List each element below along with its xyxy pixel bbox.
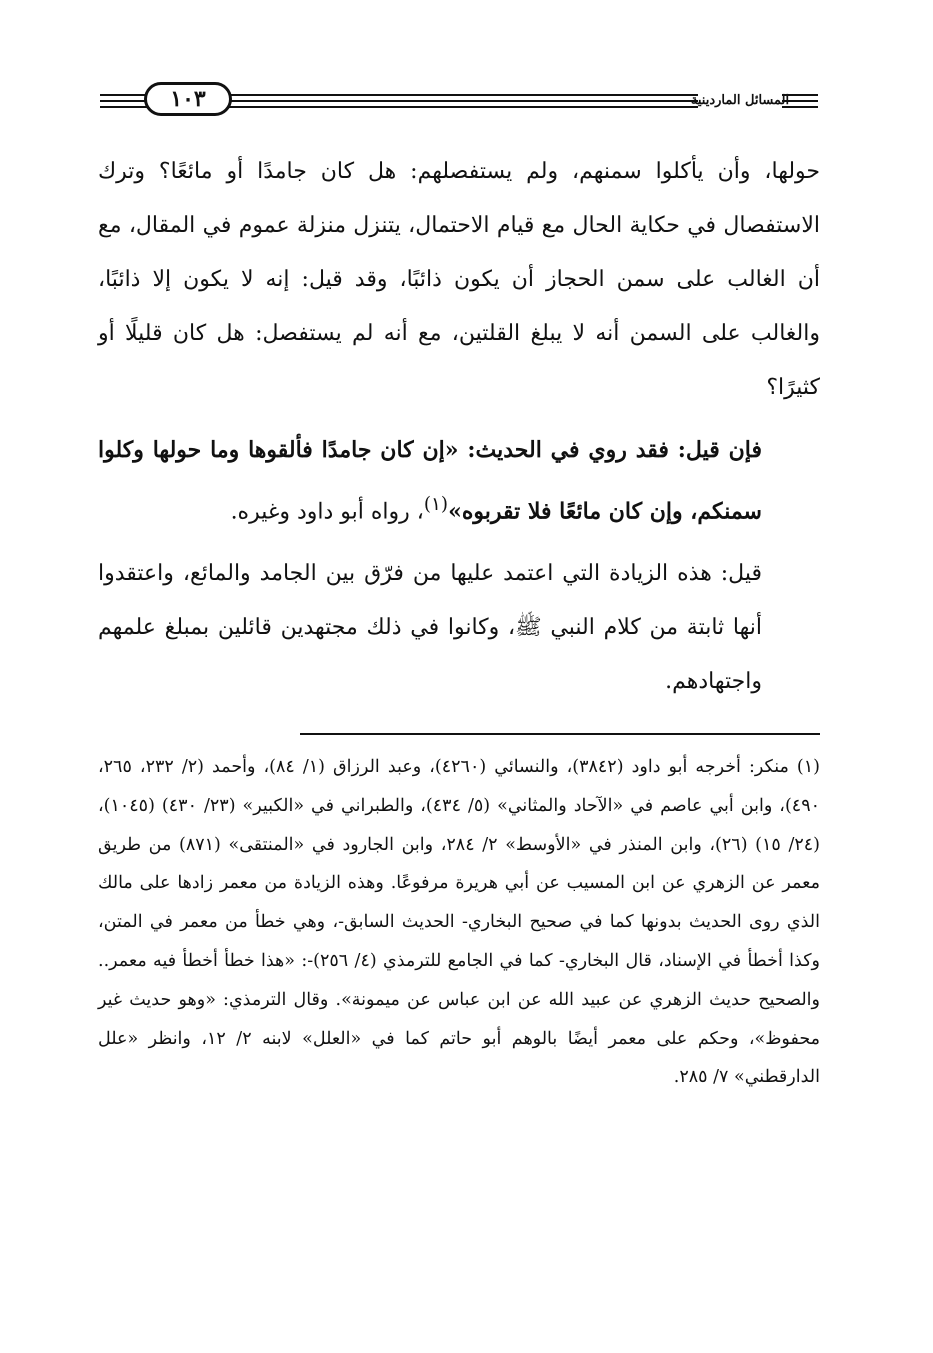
hadith-quote: «إن كان جامدًا فألقوها وما حولها وكلوا سمنكم، وإن كان مائعًا فلا تقربوه» xyxy=(98,437,762,525)
header-rule xyxy=(100,106,148,108)
paragraph-1: حولها، وأن يأكلوا سمنهم، ولم يستفصلهم: هل كان جامدًا أو مائعًا؟ وترك الاستفصال في حكاية الحال مع قيام الاحتمال، يتنزل منزلة عموم في المقال، مع أن الغالب على سمن الحجاز أن يكون ذائبًا، وقد قيل: إنه لا يكون إلا ذائبًا، والغالب على السمن أنه لا يبلغ القلتين، مع أنه لم يستفصل: هل كان قليلًا أو كثيرًا؟ xyxy=(98,159,820,400)
running-title: المسائل الماردينية xyxy=(698,84,782,116)
header-rule xyxy=(228,100,698,102)
header-rule xyxy=(100,94,148,96)
footnote-separator xyxy=(300,733,820,735)
page-number: ١٠٣ xyxy=(144,82,232,116)
footnotes xyxy=(98,748,820,1097)
paragraph-3: قيل: هذه الزيادة التي اعتمد عليها من فرّق بين الجامد والمائع، واعتقدوا أنها ثابتة من كلام النبي ﷺ، وكانوا في ذلك مجتهدين قائلين بمبلغ علمهم واجتهادهم. xyxy=(98,561,762,695)
paragraph-2-tail: ، رواه أبو داود وغيره. xyxy=(230,499,424,525)
footnote-reference[interactable]: (١) xyxy=(423,494,449,515)
header-rule xyxy=(100,100,148,102)
page-header xyxy=(100,80,820,120)
header-rule xyxy=(228,94,698,96)
paragraph-2 xyxy=(98,423,820,539)
main-text xyxy=(98,145,820,709)
header-rule xyxy=(228,106,698,108)
paragraph-2-lead: فإن قيل: فقد روي في الحديث: xyxy=(458,437,762,463)
footnote-1: (١) منكر: أخرجه أبو داود (٣٨٤٢)، والنسائي (٤٢٦٠)، وعبد الرزاق (١/ ٨٤)، وأحمد (٢/ ٢٣٢، ٢٦٥، ٤٩٠)، وابن أبي عاصم في «الآحاد والمثاني» (٥/ ٤٣٤)، والطبراني في «الكبير» (٢٣/ ٤٣٠) (١٠٤٥)، (٢٤/ ١٥) (٢٦)، وابن المنذر في «الأوسط» ٢/ ٢٨٤، وابن الجارود في «المنتقى» (٨٧١) من طريق معمر عن الزهري عن ابن المسيب عن أبي هريرة مرفوعًا. وهذه الزيادة من معمر زادها على مالك الذي روى الحديث بدونها كما في صحيح البخاري- الحديث السابق-، وهي خطأ من معمر في المتن، وكذا أخطأ في الإسناد، قال البخاري- كما في الجامع للترمذي (٤/ ٢٥٦)-: «هذا خطأ أخطأ فيه معمر.. والصحيح حديث الزهري عن عبيد الله عن ابن عباس عن ميمونة». وقال الترمذي: «وهو حديث غير محفوظ»، وحكم على معمر أيضًا بالوهم أبو حاتم كما في «العلل» لابنه ٢/ ١٢، وانظر «علل الدارقطني» ٧/ ٢٨٥. xyxy=(98,757,820,1088)
